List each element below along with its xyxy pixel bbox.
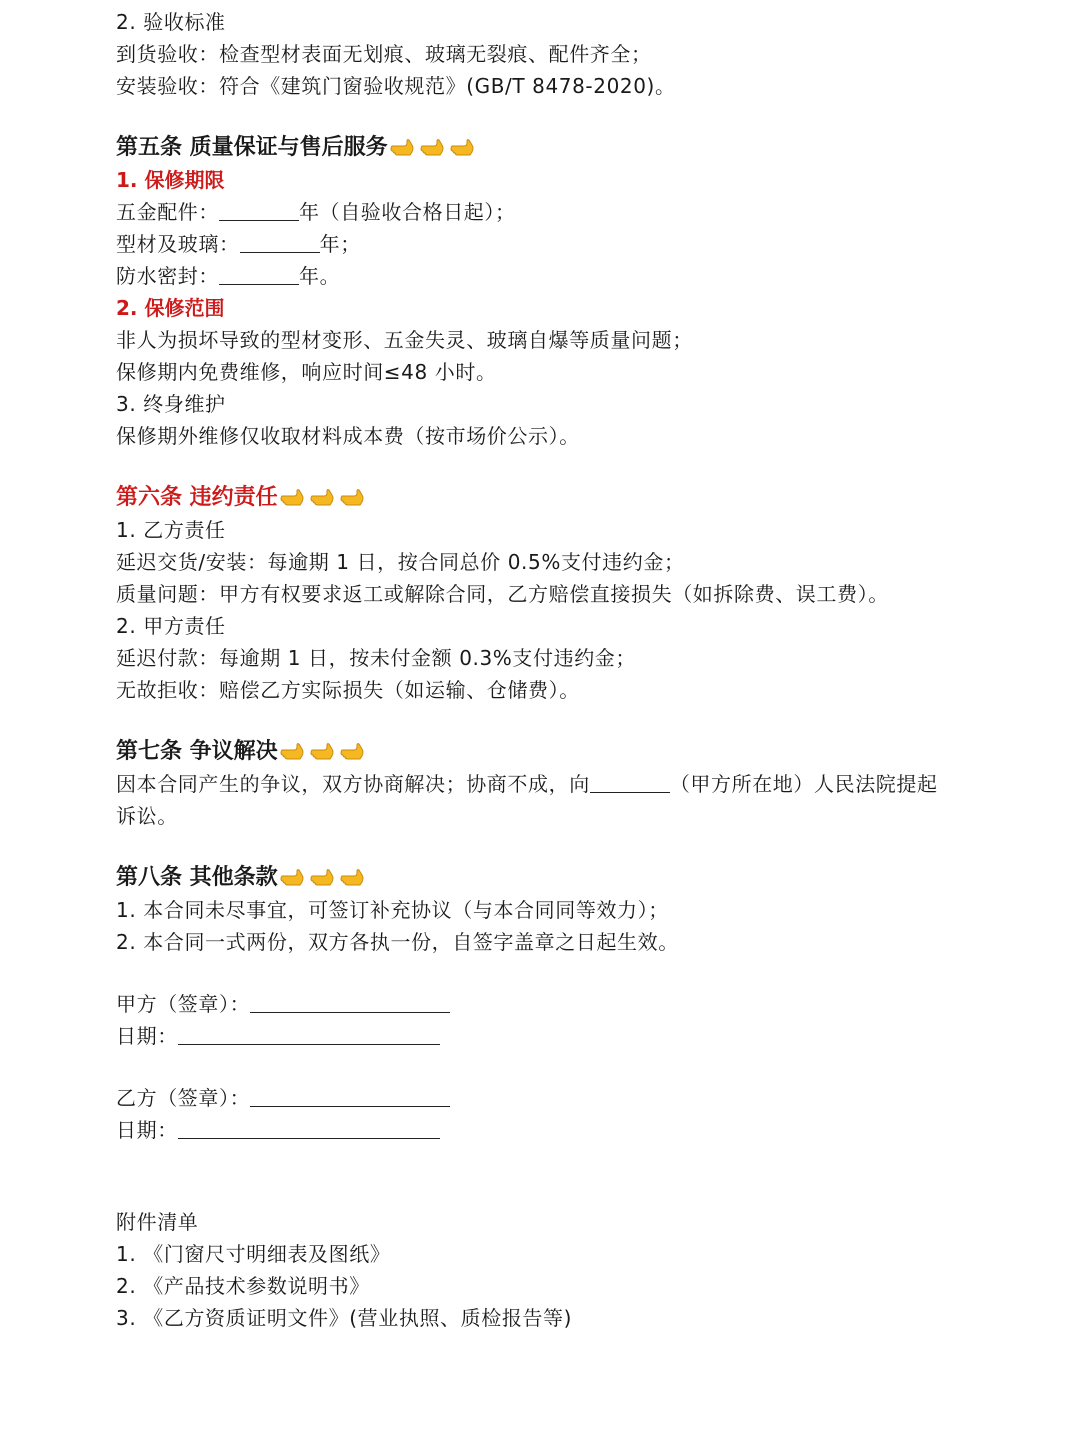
party-a-liability-title: 2. 甲方责任 [116,614,226,638]
pointing-hand-icon [310,740,338,762]
pointing-hand-icon [340,486,368,508]
contract-document [116,6,1016,1334]
party-b-date: 日期： [116,1114,1016,1146]
pointing-hand-icon [280,740,308,762]
fill-blank[interactable] [219,200,299,221]
refuse-acceptance: 无故拒收：赔偿乙方实际损失（如运输、仓储费）。 [116,678,580,702]
dispute-text-line-1: 因本合同产生的争议，双方协商解决；协商不成，向 （甲方所在地）人民法院提起 [116,772,938,796]
delay-payment: 延迟付款：每逾期 1 日，按未付金额 0.3%支付违约金； [116,646,637,670]
article-7-title: 第七条 争议解决 [116,739,278,764]
date-blank[interactable] [178,1024,440,1045]
pointing-hand-icon [390,136,418,158]
court-fill-blank[interactable] [590,772,670,793]
article-5-title: 第五条 质量保证与售后服务 [116,135,388,160]
other-clause-1: 1. 本合同未尽事宜，可签订补充协议（与本合同同等效力）； [116,898,669,922]
other-clause-2: 2. 本合同一式两份，双方各执一份，自签字盖章之日起生效。 [116,930,679,954]
fill-blank[interactable] [240,232,320,253]
article-6-heading [116,482,1016,514]
pointing-hand-icon [310,486,338,508]
article-8-title: 第八条 其他条款 [116,865,278,890]
article-8-heading [116,862,1016,894]
lifetime-maintenance-text: 保修期外维修仅收取材料成本费（按市场价公示）。 [116,424,580,448]
date-blank[interactable] [178,1118,440,1139]
signature-blank[interactable] [250,1086,450,1107]
warranty-scope-2: 保修期内免费维修，响应时间≤48 小时。 [116,360,497,384]
installation-acceptance: 安装验收：符合《建筑门窗验收规范》(GB/T 8478-2020)。 [116,74,676,98]
warranty-period-title: 1. 保修期限 [116,168,225,192]
warranty-seal: 防水密封： 年。 [116,264,341,288]
warranty-scope-1: 非人为损坏导致的型材变形、五金失灵、玻璃自爆等质量问题； [116,328,693,352]
pointing-hand-icon [340,740,368,762]
article-5-heading [116,132,1016,164]
pointing-hand-icon [340,866,368,888]
article-7-heading [116,736,1016,768]
pointing-hand-icon [420,136,448,158]
delay-delivery: 延迟交货/安装：每逾期 1 日，按合同总价 0.5%支付违约金； [116,550,685,574]
party-a-date: 日期： [116,1020,1016,1052]
fill-blank[interactable] [219,264,299,285]
party-b-signature: 乙方（签章）： [116,1082,1016,1114]
acceptance-standard-title: 2. 验收标准 [116,10,226,34]
dispute-text-line-2: 诉讼。 [116,804,178,828]
pointing-hand-icon [310,866,338,888]
party-b-liability-title: 1. 乙方责任 [116,518,226,542]
lifetime-maintenance-title: 3. 终身维护 [116,392,226,416]
quality-issue: 质量问题：甲方有权要求返工或解除合同，乙方赔偿直接损失（如拆除费、误工费）。 [116,582,889,606]
pointing-hand-icon [280,486,308,508]
warranty-scope-title: 2. 保修范围 [116,296,225,320]
signature-blank[interactable] [250,992,450,1013]
attachment-list-title: 附件清单 [116,1210,199,1234]
party-a-signature: 甲方（签章）： [116,988,1016,1020]
pointing-hand-icon [450,136,478,158]
article-6-title: 第六条 违约责任 [116,485,278,510]
attachment-item: 3. 《乙方资质证明文件》(营业执照、质检报告等) [116,1306,573,1330]
warranty-profile-glass: 型材及玻璃： 年； [116,232,361,256]
warranty-hardware: 五金配件： 年（自验收合格日起）； [116,200,516,224]
attachment-item: 2. 《产品技术参数说明书》 [116,1274,370,1298]
attachment-item: 1. 《门窗尺寸明细表及图纸》 [116,1242,391,1266]
arrival-acceptance: 到货验收：检查型材表面无划痕、玻璃无裂痕、配件齐全； [116,42,652,66]
pointing-hand-icon [280,866,308,888]
